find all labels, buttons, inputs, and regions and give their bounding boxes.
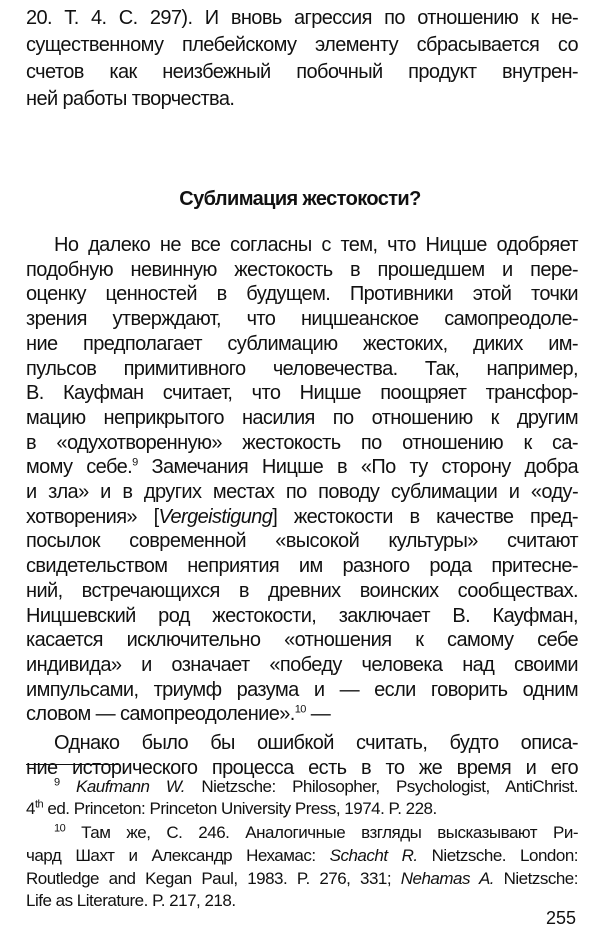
text-line: импульсами, триумф разума и — если говорить одним — [26, 678, 578, 701]
text-line: ней работы творчества. — [26, 88, 235, 110]
text: — — [305, 703, 331, 726]
author: Schacht R. — [329, 846, 418, 865]
text-line: пульсов примитивного человечества. Так, например, — [26, 357, 578, 380]
text-line: 20. Т. 4. С. 297). И вновь агрессия по отношению к не- — [26, 7, 578, 29]
footnote-10-line — [26, 868, 578, 890]
text: Nietzsche. London: — [417, 846, 578, 865]
text: 4 — [26, 799, 35, 818]
section-heading: Сублимация жестокости? — [179, 188, 421, 210]
text-line: оценку ценностей в будущем. Противники этой точки — [26, 283, 578, 306]
text-line — [26, 454, 578, 480]
superscript: th — [34, 798, 44, 811]
footnote-10-line: Life as Literature. P. 217, 218. — [26, 891, 236, 910]
text-line: посылок современной «высокой культуры» считают — [26, 530, 578, 553]
footnote-ref-10[interactable]: 10 — [294, 703, 306, 716]
text: мому себе. — [26, 456, 133, 479]
text-line — [26, 701, 578, 727]
text-line: счетов как неизбежный побочный продукт внутрен- — [26, 61, 578, 83]
text-line: Однако было бы ошибкой считать, будто описа- — [54, 732, 578, 754]
text: Nietzsche: Philosopher, Psychologist, AntiChrist. — [185, 777, 579, 796]
text-line: индивида» и означает «победу человека над своими — [26, 653, 578, 676]
text-line: В. Кауфман считает, что Ницше поощряет трансфор- — [26, 382, 578, 405]
text-line: ние предполагает сублимацию жестоких, диких им- — [26, 332, 578, 355]
text: Nietzsche: — [494, 869, 578, 888]
footnote-ref-9[interactable]: 9 — [132, 456, 138, 469]
text-line: подобную невинную жестокость в прошедшем и пере- — [26, 258, 578, 281]
text-line: в «одухотворенную» жестокость по отношению к са- — [26, 431, 578, 454]
footnote-number: 9 — [54, 776, 60, 789]
text-line: Ницшевский род жестокости, заключает В. Кауфман, — [26, 604, 578, 627]
footnote-9-line — [26, 798, 578, 820]
text-line — [26, 504, 578, 530]
text-line: зрения утверждают, что ницшеанское самопреодоле- — [26, 308, 578, 331]
text: ed. Princeton: Princeton University Press, 1974. P. 228. — [43, 799, 437, 818]
text-line: существенному плебейскому элементу сбрасывается со — [26, 34, 578, 56]
author: Kaufmann W. — [76, 777, 185, 796]
text-line: касается исключительно «отношения к самому себе — [26, 629, 578, 652]
text: чард Шахт и Александр Нехамас: — [26, 846, 330, 865]
text: Замечания Ницше в «По ту сторону добра — [137, 456, 578, 479]
text-line: Но далеко не все согласны с тем, что Ницше одобряет — [54, 234, 578, 256]
text: Routledge and Kegan Paul, 1983. P. 276, 331; — [26, 869, 401, 888]
footnote-number: 10 — [54, 822, 66, 835]
page-number: 255 — [545, 908, 576, 928]
text: ] жестокости в качестве пред- — [272, 505, 578, 528]
italic-term: Vergeistigung — [158, 505, 273, 528]
text: хотворения» [ — [26, 505, 159, 528]
text: Там же, С. 246. Аналогичные взгляды высказывают Ри- — [65, 823, 578, 842]
text-line: мацию неприкрытого насилия по отношению к другим — [26, 406, 578, 429]
text-line: и зла» и в других местах по поводу сублимации и «оду- — [26, 481, 578, 503]
text-line: ний, встречающихся в древних воинских сообществах. — [26, 579, 578, 602]
text-line: свидетельством неприятия им разного рода притесне- — [26, 555, 578, 578]
footnote-10-line — [26, 845, 578, 867]
author: Nehamas A. — [400, 869, 495, 888]
text-line: ние исторического процесса есть в то же время и его — [26, 756, 578, 779]
footnote-10 — [54, 822, 578, 844]
text: словом — самопреодоление». — [26, 703, 295, 726]
